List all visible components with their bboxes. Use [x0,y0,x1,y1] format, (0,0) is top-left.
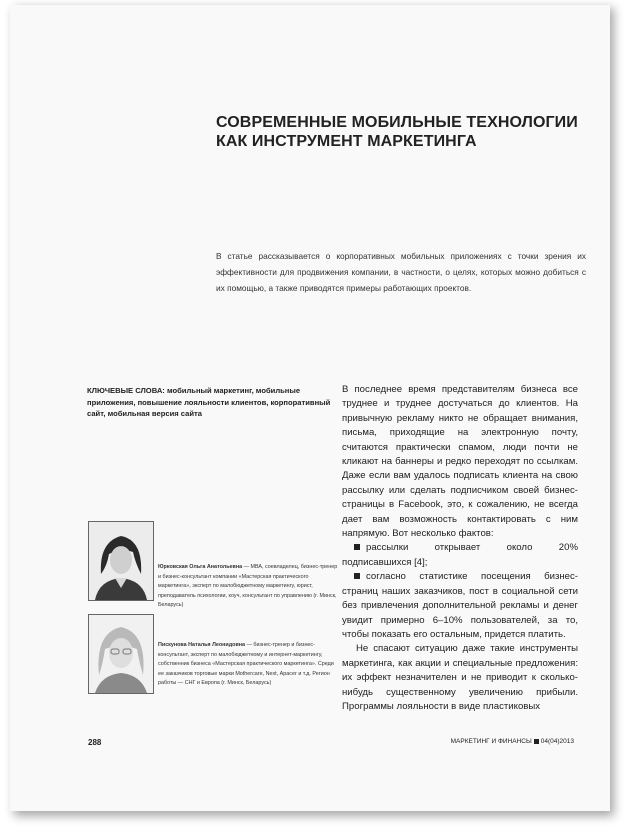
keywords-text: мобильный маркетинг, мобильные приложения, повышение лояльности клиентов, корпоративный сайт, мобильная версия сайта [87,386,331,418]
bullet-text-2: согласно статистике посещения бизнес-страниц наших заказчиков, пост в социальной сети без привлечения дополнительной рекламы и денег увидит примерно 6–10% пользователей, за то, чтобы показать его остальным, придется платить. [342,571,578,640]
journal-name: МАРКЕТИНГ И ФИНАНСЫ [450,738,532,745]
journal-footer [451,738,574,745]
body-bullet-1 [342,541,578,570]
author-bio-1 [158,563,338,611]
author-photo-2 [88,614,154,694]
document-page [10,5,610,811]
title-line-1: СОВРЕМЕННЫЕ МОБИЛЬНЫЕ ТЕХНОЛОГИИ [216,114,578,131]
bullet-text-1: рассылки открывает около 20% подписавшихся [4]; [342,542,578,568]
keywords-label: КЛЮЧЕВЫЕ СЛОВА: [87,386,165,395]
footer-square-icon [534,739,539,744]
author-portrait-1-icon [89,522,153,600]
author-name-1: Юрковская Ольга Анатольевна [158,564,243,570]
author-photo-1 [88,521,154,601]
article-body [342,383,578,714]
title-line-2: КАК ИНСТРУМЕНТ МАРКЕТИНГА [216,133,477,150]
article-abstract: В статье рассказывается о корпоративных мобильных приложениях с точки зрения их эффективности для продвижения компании, в частности, о целях, которых можно добиться с их помощью, а также приводятся примеры работающих проектов. [216,251,586,293]
body-paragraph-2: Не спасают ситуацию даже такие инструменты маркетинга, как акции и специальные предложения: их эффект незначителен и не приводит к сколько-нибудь существенному увеличению прибыли. Программы лояльности в виде пластиковых [342,643,578,712]
journal-issue: 04(04)2013 [540,738,574,745]
author-name-2: Пискунова Наталья Леонидовна [158,642,246,648]
author-bio-2 [158,641,338,689]
body-bullet-2 [342,570,578,642]
body-paragraph-1: В последнее время представителям бизнеса все труднее и труднее достучаться до клиентов. На привычную рекламу никто не обращает внимания, письма, приходящие на электронную почту, считаются практически спамом, люди почти не кликают на баннеры и редко переходят по ссылкам. Даже если вам удалось подписать клиента на свою рассылку или сделать подписчиком своей бизнес-страницы в Facebook, это, к сожалению, не всегда дает вам возможность контактировать с ним напрямую. Вот несколько фактов: [342,384,578,540]
article-title [216,113,576,151]
page-number: 288 [88,738,102,747]
author-description-2: — бизнес-тренер и бизнес-консультант, эксперт по малобюджетному и интернет-маркетингу, собственник бизнеса «Мастерская практического маркетинга». Среди ее заказчиков торговые марки Mothercare, Next, Арасег и т.д. Регион работы — СНГ и Европа (г. Минск, Беларусь) [158,642,334,687]
author-portrait-2-icon [89,615,153,693]
bullet-square-icon [354,573,360,579]
keywords-block [87,385,335,420]
bullet-square-icon [354,544,360,550]
author-description-1: — МВА, соевладелец, бизнес-тренер и бизнес-консультант компании «Мастерская практического маркетинга», эксперт по малобюджетному маркетингу, юрист, преподаватель психологии, коуч, консультант по управлению (г. Минск, Беларусь) [158,564,338,609]
